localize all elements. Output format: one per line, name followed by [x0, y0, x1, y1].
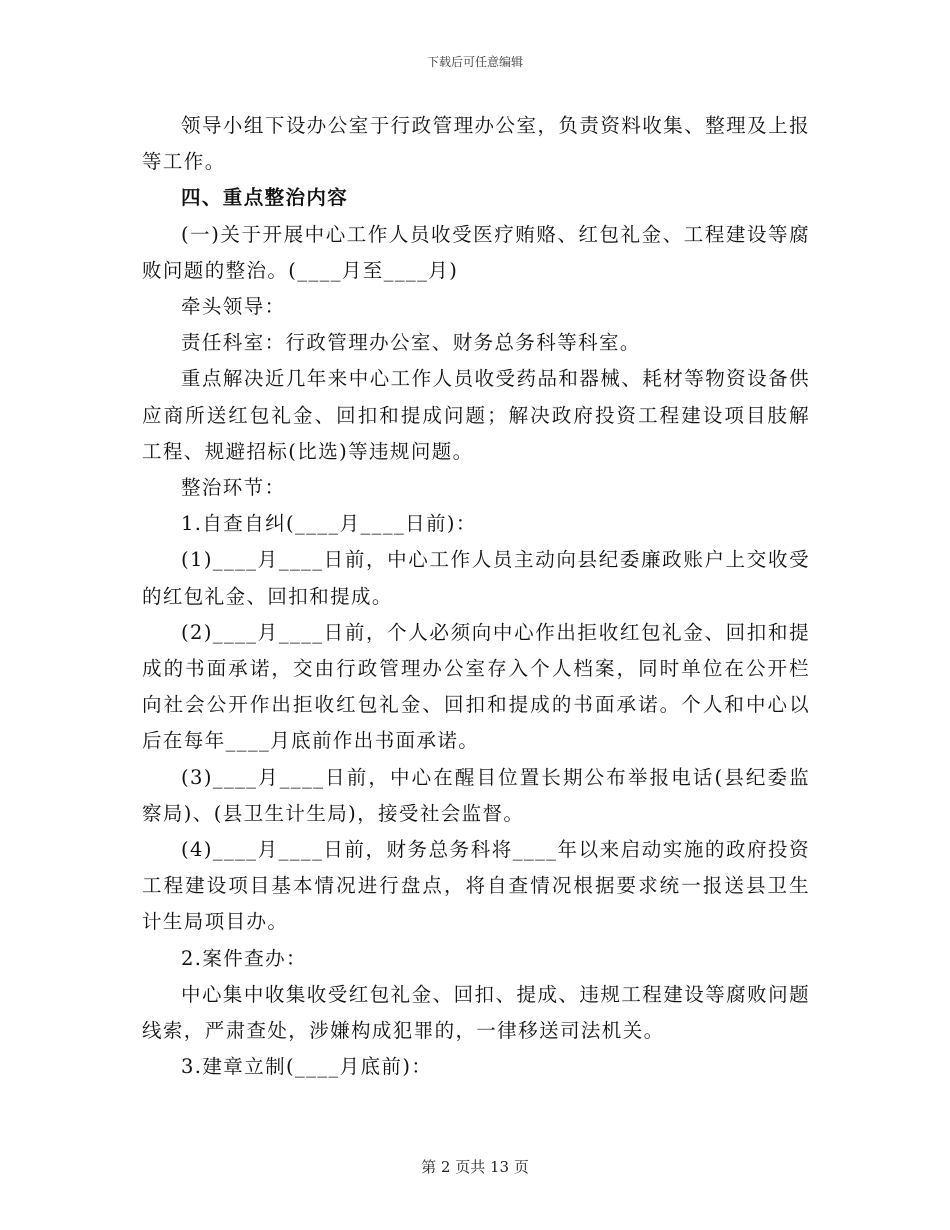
paragraph-sub-3: (3)____月____日前，中心在醒目位置长期公布举报电话(县纪委监察局)、(县卫生计生局)，接受社会监督。 [142, 765, 810, 825]
page-header: 下载后可任意编辑 [426, 55, 523, 69]
paragraph-lead: 牵头领导： [181, 295, 286, 319]
section-heading: 四、重点整治内容 [181, 186, 349, 210]
paragraph-item-one: (一)关于开展中心工作人员收受医疗贿赂、红包礼金、工程建设等腐败问题的整治。(____月至____月) [142, 222, 810, 282]
paragraph-sub-2: (2)____月____日前，个人必须向中心作出拒收红包礼金、回扣和提成的书面承诺，交由行政管理办公室存入个人档案，同时单位在公开栏向社会公开作出拒收红包礼金、回扣和提成的书面承诺。个人和中心以后在每年____月底前作出书面承诺。 [142, 620, 810, 753]
page-footer: 第 2 页共 13 页 [421, 1158, 529, 1176]
paragraph-case: 2.案件查办： [181, 946, 307, 970]
paragraph-responsible: 责任科室：行政管理办公室、财务总务科等科室。 [181, 331, 641, 355]
paragraph-case-detail: 中心集中收集收受红包礼金、回扣、提成、违规工程建设等腐败问题线索，严肃查处，涉嫌构成犯罪的，一律移送司法机关。 [142, 982, 810, 1043]
paragraph-steps: 整治环节： [181, 476, 286, 500]
paragraph-sub-1: (1)____月____日前，中心工作人员主动向县纪委廉政账户上交收受的红包礼金、回扣和提成。 [142, 548, 810, 608]
paragraph-sub-4: (4)____月____日前，财务总务科将____年以来启动实施的政府投资工程建设项目基本情况进行盘点，将自查情况根据要求统一报送县卫生计生局项目办。 [142, 838, 810, 934]
document-body [142, 108, 810, 1085]
paragraph-self-check: 1.自查自纠(____月____日前)： [181, 512, 477, 536]
paragraph-focus: 重点解决近几年来中心工作人员收受药品和器械、耗材等物资设备供应商所送红包礼金、回扣和提成问题；解决政府投资工程建设项目肢解工程、规避招标(比选)等违规问题。 [142, 367, 810, 463]
paragraph-rules: 3.建章立制(____月底前)： [181, 1055, 433, 1079]
paragraph-office: 领导小组下设办公室于行政管理办公室，负责资料收集、整理及上报等工作。 [142, 114, 810, 174]
